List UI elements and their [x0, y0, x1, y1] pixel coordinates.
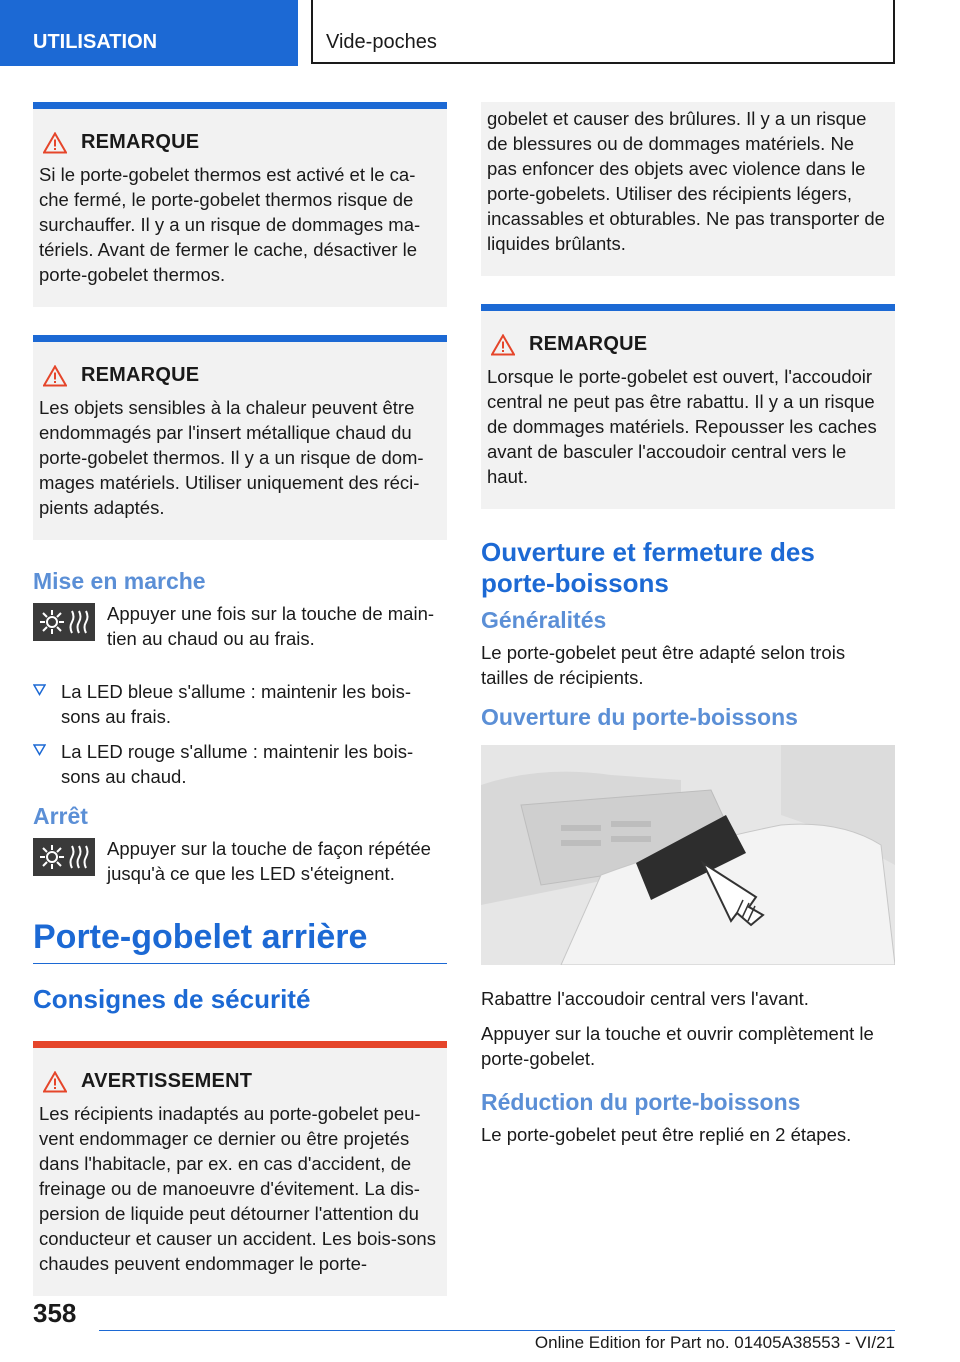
generalites-heading: Généralités: [481, 607, 607, 633]
reduction-heading: Réduction du porte-boissons: [481, 1089, 801, 1115]
warning-box-continued: [481, 102, 895, 276]
arret-text: Appuyer sur la touche de façon répétée jusqu'à ce que les LED s'éteignent.: [107, 838, 431, 884]
notice-body: Les objets sensibles à la chaleur peuvent être endommagés par l'insert métallique chaud du porte-gobelet thermos. Il y a un risque de dom-mages matériels. Utiliser uniquement des réci-pients adaptés.: [39, 397, 424, 518]
mise-en-marche-heading: Mise en marche: [33, 568, 206, 594]
safety-heading: Consignes de sécurité: [33, 984, 311, 1014]
page-header: [0, 0, 960, 66]
list-item: La LED rouge s'allume : maintenir les bois-sons au chaud.: [33, 739, 447, 789]
warning-triangle-icon: [491, 334, 515, 356]
arret-heading: Arrêt: [33, 803, 88, 829]
notice-title: REMARQUE: [81, 131, 200, 153]
mise-en-marche-text: Appuyer une fois sur la touche de main-tien au chaud ou au frais.: [107, 603, 435, 649]
chapter-title: Porte-gobelet arrière: [33, 918, 447, 964]
triangle-bullet-icon: [33, 683, 46, 696]
right-column: [481, 102, 895, 1157]
page-number: 358: [33, 1298, 77, 1328]
notice-body: Lorsque le porte-gobelet est ouvert, l'accoudoir central ne peut pas être rabattu. Il y a un risque de dommages matériels. Repousser les caches avant de basculer l'accoudoir central vers le haut.: [487, 366, 877, 487]
warning-body-continued: gobelet et causer des brûlures. Il y a un risque de blessures ou de dommages matériels. Ne pas enfoncer des objets avec violence dans le porte-gobelets. Utiliser des récipients légers, incassables et obturables. Ne pas transporter de liquides brûlants.: [487, 108, 885, 254]
warning-body: Les récipients inadaptés au porte-gobelet peu-vent endommager ce dernier ou être projetés dans l'habitacle, par ex. en cas d'accident, de freinage ou de manoeuvre d'évitement. La dis-persion de liquide peut détourner l'attention du conducteur et causer un accident. Les bois-sons chaudes peuvent endommager le porte-: [39, 1103, 436, 1274]
footer-divider: [99, 1330, 895, 1331]
reduction-text: Le porte-gobelet peut être replié en 2 étapes.: [481, 1124, 852, 1145]
section-title: Ouverture et fermeture des porte-boissons: [481, 537, 815, 598]
warning-triangle-icon: [43, 1071, 67, 1093]
heat-cool-key-icon: [33, 603, 95, 641]
led-list: [33, 679, 447, 789]
notice-title: REMARQUE: [81, 364, 200, 386]
warning-title: AVERTISSEMENT: [81, 1070, 253, 1092]
edition-text: Online Edition for Part no. 01405A38553 - VI/21: [534, 1333, 895, 1352]
warning-box: [33, 1041, 447, 1296]
armrest-illustration: [481, 745, 895, 965]
triangle-bullet-icon: [33, 743, 46, 756]
notice-body: Si le porte-gobelet thermos est activé et le ca-che fermé, le porte-gobelet thermos risque de surchauffer. Il y a un risque de dommages ma-tériels. Avant de fermer le cache, désactiver le porte-gobelet thermos.: [39, 164, 421, 285]
ouverture-heading: Ouverture du porte-boissons: [481, 704, 798, 730]
warning-triangle-icon: [43, 132, 67, 154]
list-item: La LED bleue s'allume : maintenir les bois-sons au frais.: [33, 679, 447, 729]
ouverture-step-2: Appuyer sur la touche et ouvrir complètement le porte-gobelet.: [481, 1023, 874, 1069]
notice-box: [33, 102, 447, 307]
warning-triangle-icon: [43, 365, 67, 387]
ouverture-step-1: Rabattre l'accoudoir central vers l'avant.: [481, 988, 809, 1009]
section-tab: UTILISATION: [0, 0, 298, 66]
page-topic: Vide-poches: [311, 0, 895, 64]
notice-box: [481, 304, 895, 509]
notice-title: REMARQUE: [529, 333, 648, 355]
generalites-text: Le porte-gobelet peut être adapté selon trois tailles de récipients.: [481, 642, 846, 688]
left-column: [33, 102, 447, 1296]
heat-cool-key-icon: [33, 838, 95, 876]
notice-box: [33, 335, 447, 540]
